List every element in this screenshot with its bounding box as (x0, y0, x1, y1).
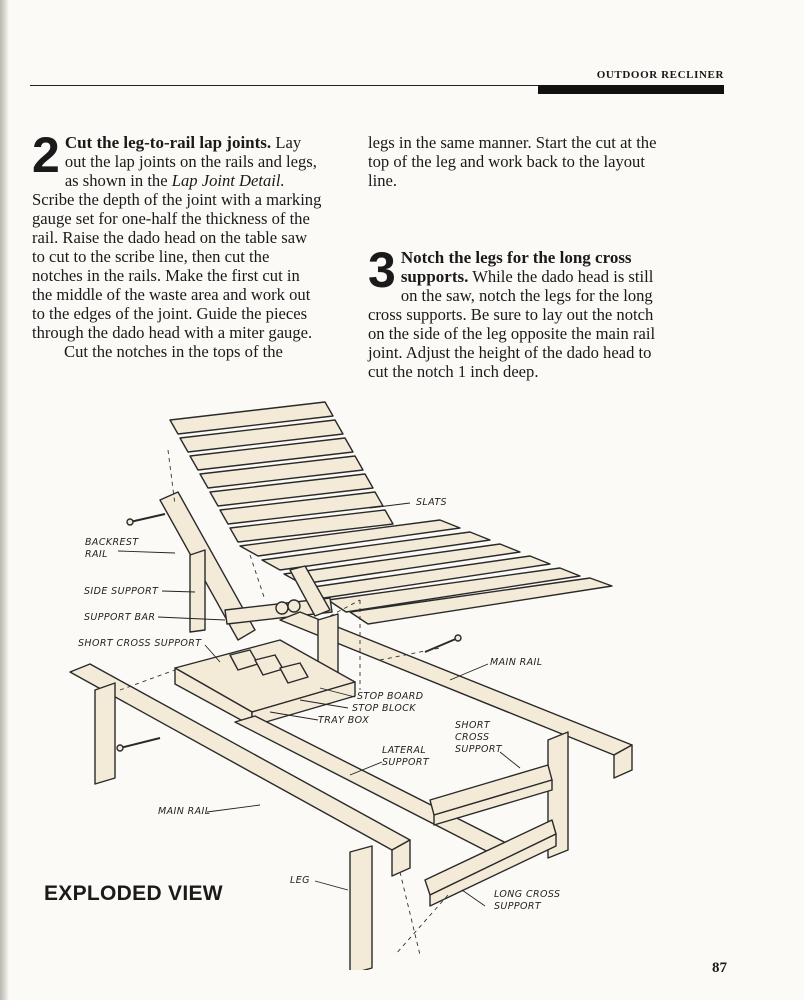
step-paragraph (32, 127, 322, 342)
callout-side-support: SIDE SUPPORT (84, 586, 159, 597)
text-column-left (32, 127, 322, 361)
step-paragraph (368, 242, 673, 381)
running-head: OUTDOOR RECLINER (596, 69, 724, 81)
callout-tray-box: TRAY BOX (318, 715, 370, 726)
callout-main-rail: MAIN RAIL (490, 657, 543, 668)
page-number: 87 (712, 960, 727, 976)
callout-slats: SLATS (416, 497, 447, 508)
callout-short-cross-support: SHORT CROSS SUPPORT (455, 720, 503, 755)
leg (350, 846, 372, 970)
step-title: Cut the leg-to-rail lap joints. (64, 133, 272, 152)
step-body-cont: Scribe the depth of the joint with a marking gauge set for one-half the thickness of the rail. Raise the dado head on the table saw to cut to the scribe line, then cut the notches in the rails. Make the first cut in the middle of the waste area and work out to the edges of the joint. Guide the pieces through the dado head with a miter gauge. (32, 190, 322, 342)
callout-leg: LEG (290, 875, 310, 886)
callout-long-cross-support: LONG CROSS SUPPORT (494, 889, 561, 912)
step-paragraph-2-cont: legs in the same manner. Start the cut at the top of the leg and work back to the layout line. (368, 133, 657, 190)
step-number: 3 (368, 242, 396, 298)
callout-support-bar: SUPPORT BAR (84, 612, 156, 623)
page-binding-shadow (0, 0, 9, 1000)
callout-main-rail: MAIN RAIL (158, 806, 211, 817)
step-body: While the dado head is still on the saw, notch the legs for the long cross supports. Be sure to lay out the notch on the side of the leg opposite the main rail joint. Adjust the height of the dado head to cut the notch 1 inch deep. (368, 267, 656, 381)
callout-stop-board: STOP BOARD (357, 691, 424, 702)
step-paragraph-2: Cut the notches in the tops of the (64, 342, 283, 361)
figure-title: EXPLODED VIEW (44, 882, 223, 905)
header-rule-bar (538, 85, 724, 94)
callout-lateral-support: LATERAL SUPPORT (382, 745, 430, 768)
detail-reference: Lap Joint Detail. (171, 171, 285, 190)
callout-backrest-rail: BACKREST RAIL (85, 537, 139, 560)
callout-short-cross-support: SHORT CROSS SUPPORT (78, 638, 202, 649)
step-number: 2 (32, 127, 60, 183)
step-body: Lay out the lap joints on the rails and legs, as shown in the (64, 133, 317, 190)
callout-stop-block: STOP BLOCK (352, 703, 416, 714)
backrest-slats (170, 402, 393, 542)
step-title: Notch the legs for the long cross supports. (400, 248, 632, 286)
text-column-right (368, 133, 673, 381)
